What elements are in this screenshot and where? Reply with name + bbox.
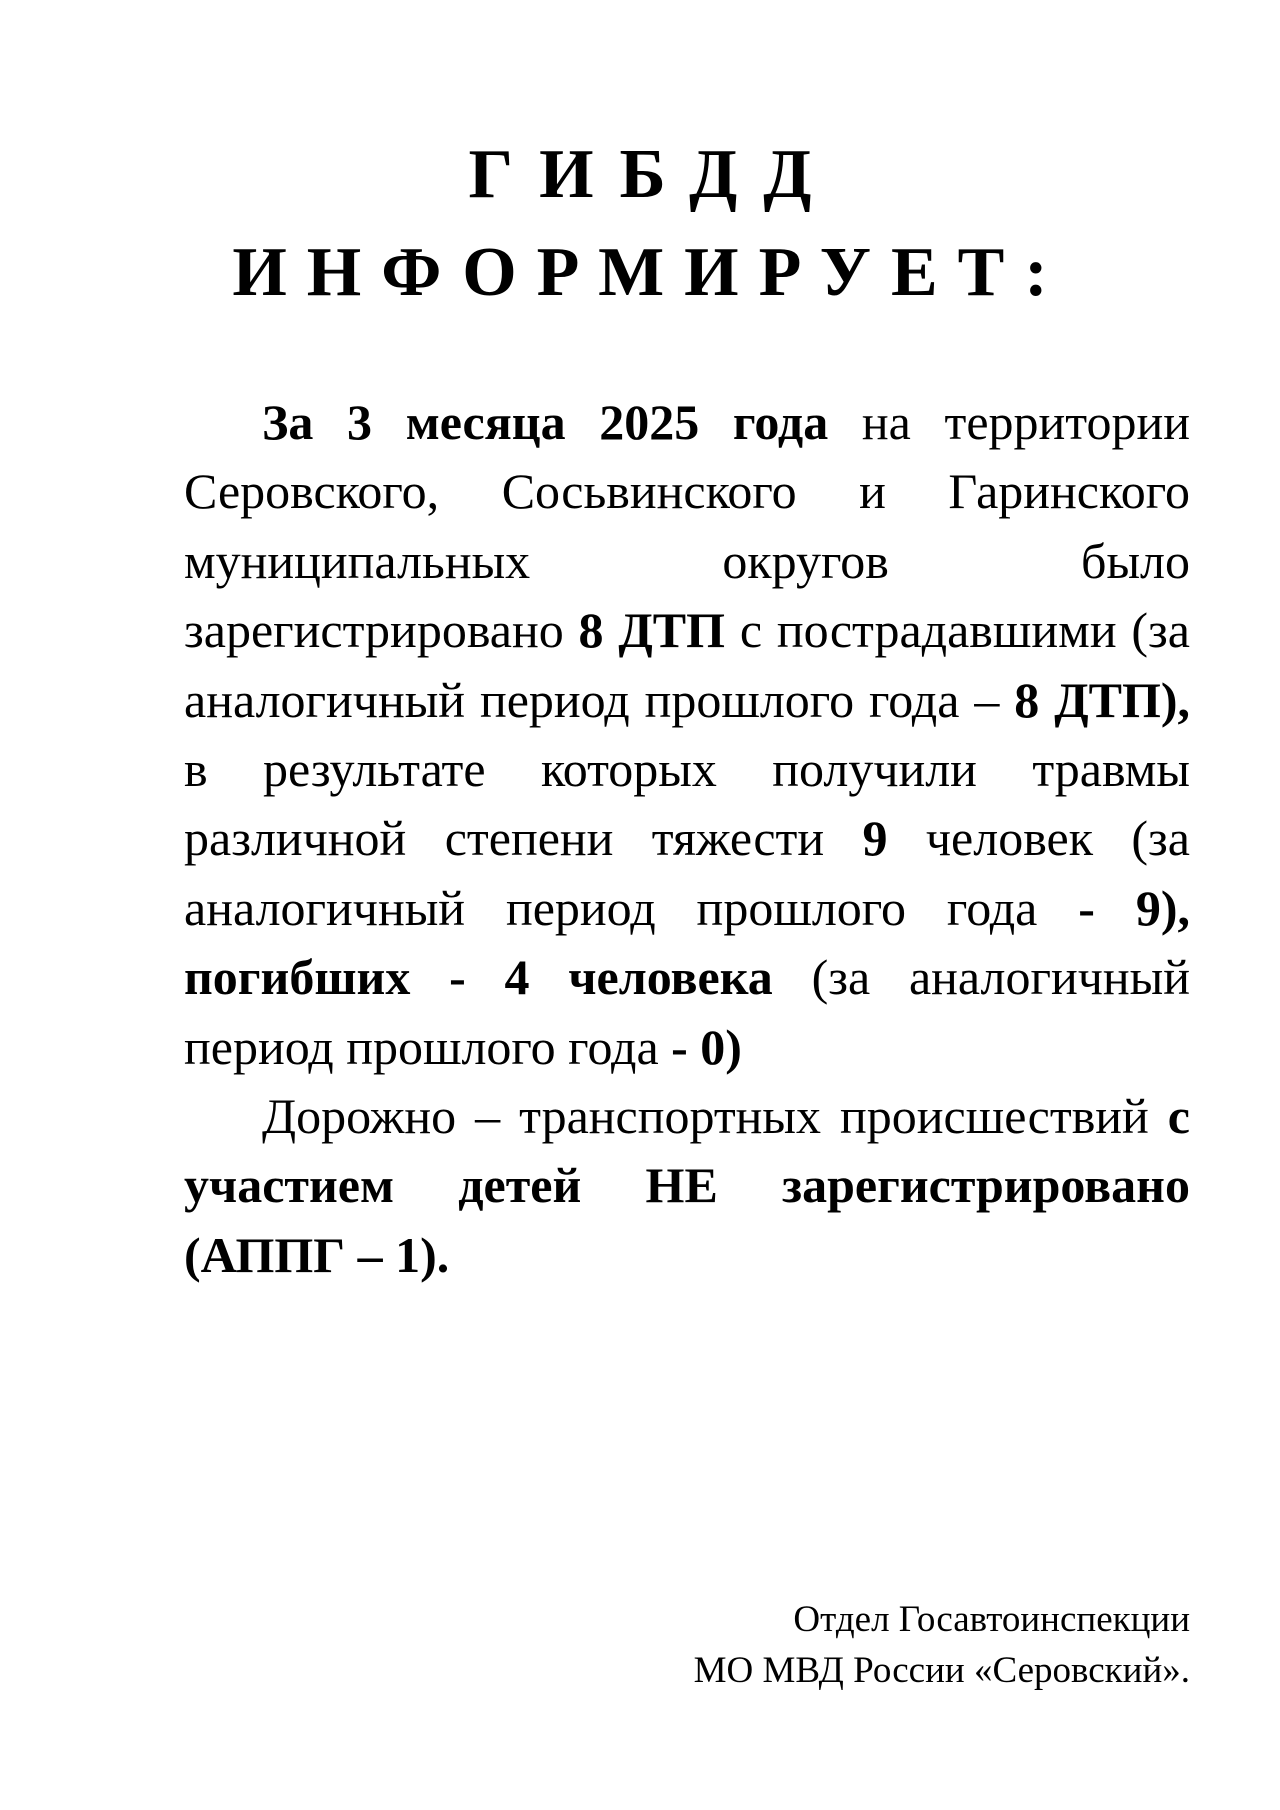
injuries-text: в результате которых получили травмы различной степени тяжести — [184, 741, 1190, 867]
heading-subtitle — [0, 228, 1280, 318]
period-phrase: За 3 месяца 2025 года — [262, 394, 829, 450]
signature-organization: МО МВД России «Серовский». — [693, 1650, 1190, 1691]
signature-block — [694, 1594, 1190, 1696]
heading-line-gibdd: ГИБДД — [468, 136, 838, 213]
children-paragraph — [184, 1082, 1190, 1290]
territory-text: на территории Серовского, Сосьвинского и Гаринского муниципальных округов было зарегистрировано — [184, 394, 1190, 659]
children-intro-text: Дорожно – транспортных происшествий — [262, 1088, 1168, 1145]
fatalities-last-year: - 0) — [671, 1018, 742, 1075]
children-statement: с участием детей НЕ зарегистрировано (АППГ – 1). — [184, 1088, 1190, 1283]
accidents-last-year: 8 ДТП), — [1014, 671, 1190, 728]
heading-line-informs: ИНФОРМИРУЕТ: — [232, 234, 1068, 311]
accidents-count: 8 ДТП — [578, 602, 725, 659]
injured-comparison-text: человек (за аналогичный период прошлого года — [184, 810, 1190, 936]
statistics-paragraph — [184, 388, 1190, 1082]
notice-body — [184, 388, 1190, 1290]
victims-text: с пострадавшими (за аналогичный период прошлого года – — [184, 602, 1190, 728]
injured-count: 9 — [862, 810, 888, 867]
fatalities-phrase: - 9), погибших - 4 человека — [184, 879, 1190, 1006]
heading-title — [0, 130, 1280, 220]
fatalities-comparison-text: (за аналогичный период прошлого года — [184, 949, 1190, 1075]
signature-department: Отдел Госавтоинспекции — [793, 1599, 1190, 1640]
